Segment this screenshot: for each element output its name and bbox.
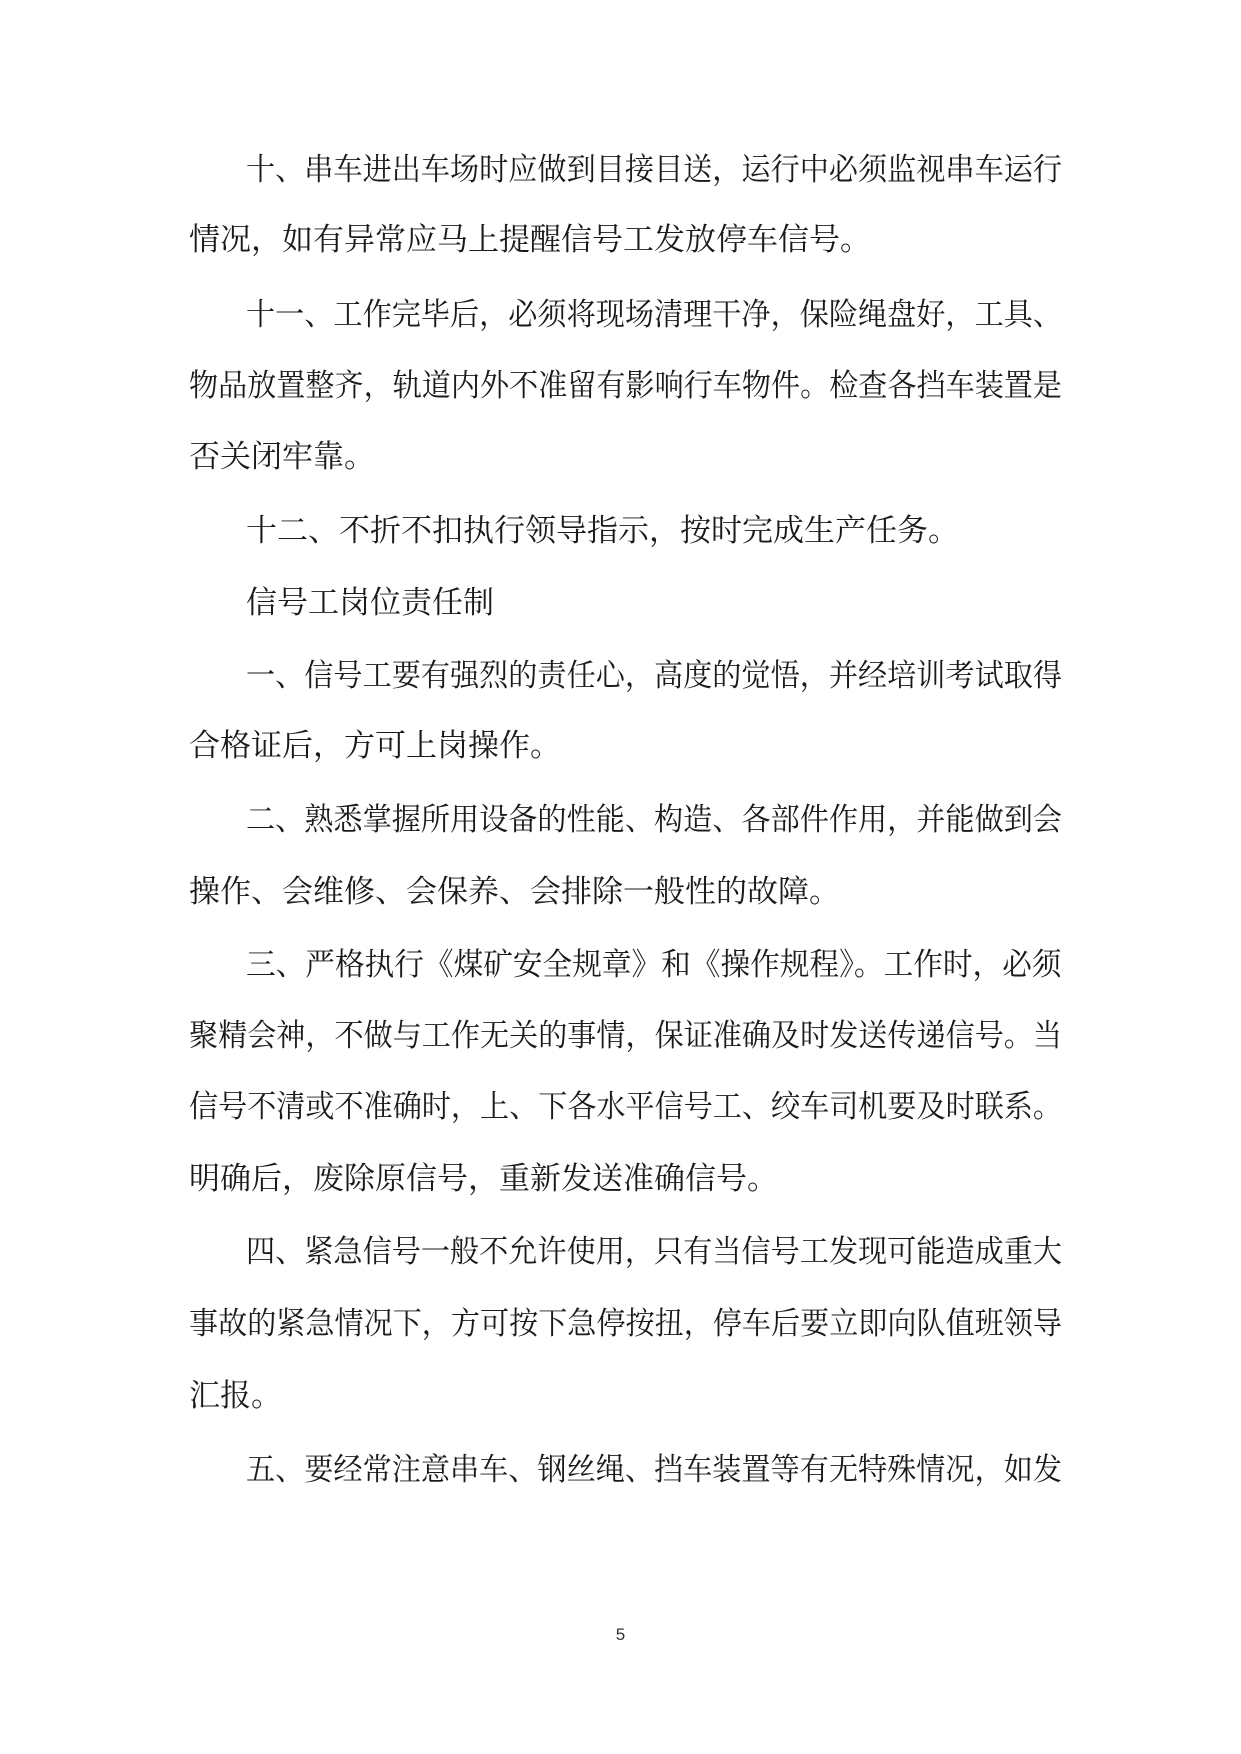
- text-line: 物品放置整齐，轨道内外不准留有影响行车物件。检查各挡车装置是: [189, 368, 1062, 404]
- text-line: 十二、不折不扣执行领导指示，按时完成生产任务。: [246, 513, 959, 549]
- text-line: 五、要经常注意串车、钢丝绳、挡车装置等有无特殊情况，如发: [246, 1452, 1063, 1488]
- text-line: 十一、工作完毕后，必须将现场清理干净，保险绳盘好，工具、: [246, 297, 1063, 333]
- text-line: 操作、会维修、会保养、会排除一般性的故障。: [189, 874, 840, 910]
- text-line: 四、紧急信号一般不允许使用，只有当信号工发现可能造成重大: [246, 1234, 1063, 1270]
- text-line: 十、串车进出车场时应做到目接目送，运行中必须监视串车运行: [246, 152, 1063, 188]
- section-heading: 信号工岗位责任制: [246, 585, 494, 621]
- text-line: 明确后，废除原信号，重新发送准确信号。: [189, 1161, 778, 1197]
- text-line: 否关闭牢靠。: [189, 439, 375, 475]
- text-line: 三、严格执行《煤矿安全规章》和《操作规程》。工作时，必须: [246, 947, 1062, 983]
- text-line: 合格证后，方可上岗操作。: [189, 728, 561, 764]
- text-line: 汇报。: [189, 1378, 282, 1414]
- text-line: 事故的紧急情况下，方可按下急停按扭，停车后要立即向队值班领导: [189, 1306, 1062, 1342]
- text-line: 情况，如有异常应马上提醒信号工发放停车信号。: [189, 222, 871, 258]
- text-line: 信号不清或不准确时，上、下各水平信号工、绞车司机要及时联系。: [189, 1089, 1062, 1125]
- text-line: 一、信号工要有强烈的责任心，高度的觉悟，并经培训考试取得: [246, 658, 1063, 694]
- page-number: 5: [615, 1625, 626, 1644]
- text-line: 聚精会神，不做与工作无关的事情，保证准确及时发送传递信号。当: [189, 1018, 1062, 1054]
- text-line: 二、熟悉掌握所用设备的性能、构造、各部件作用，并能做到会: [246, 802, 1063, 838]
